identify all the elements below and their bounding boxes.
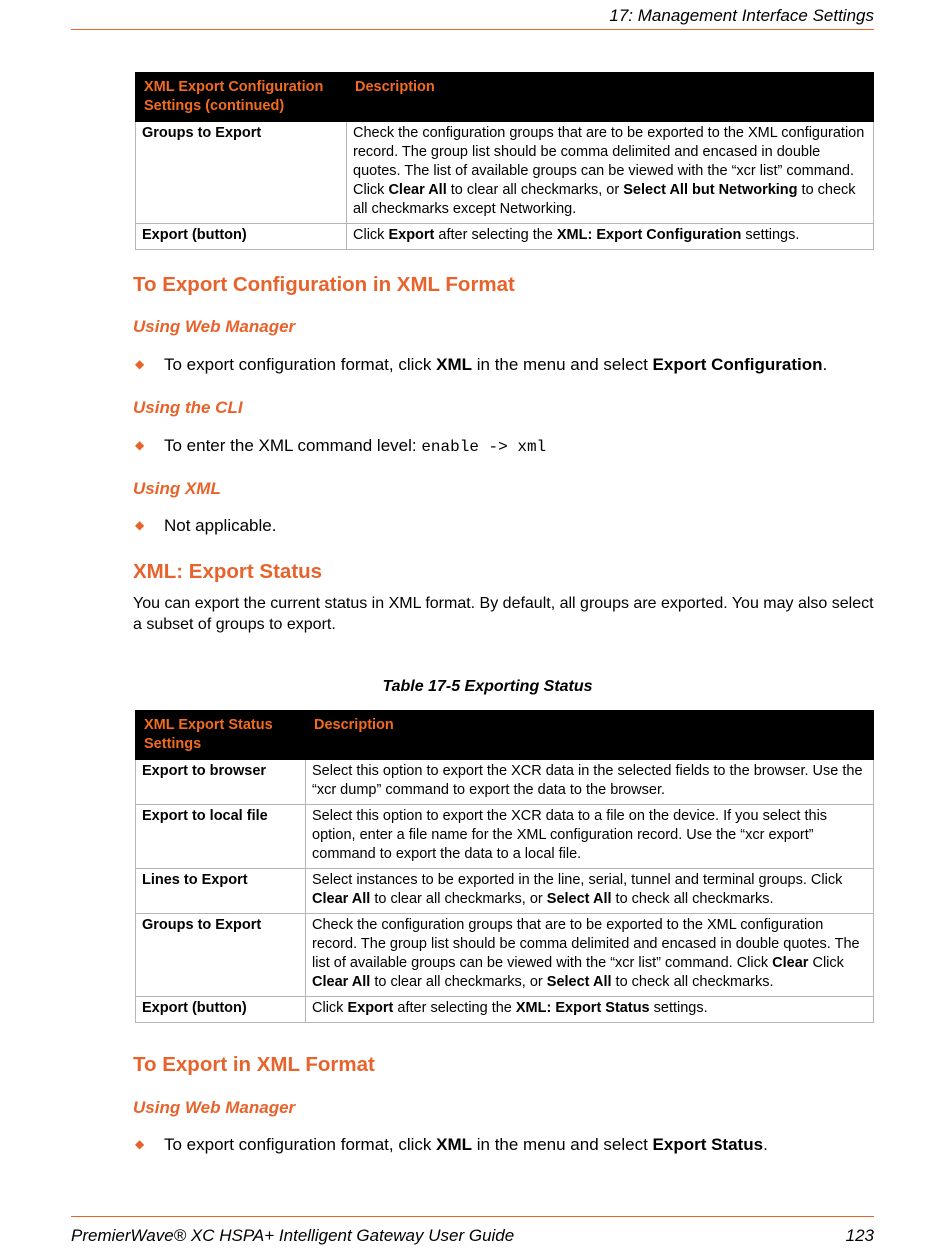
column-header: Description [347, 73, 874, 122]
column-header: Description [306, 711, 874, 760]
setting-name: Export to local file [136, 805, 306, 869]
table-row [136, 224, 874, 250]
table-row [136, 997, 874, 1023]
setting-name: Export to browser [136, 760, 306, 805]
setting-description: Click Export after selecting the XML: Export Configuration settings. [347, 224, 874, 250]
table-row [136, 869, 874, 914]
subsection-heading: Using Web Manager [133, 1098, 296, 1117]
setting-description: Check the configuration groups that are to be exported to the XML configuration record. The group list should be comma delimited and encased in double quotes. The list of available groups can be viewed with the “xcr list” command. Click Clear Click Clear All to clear all checkmarks, or Select All to check all checkmarks. [306, 914, 874, 997]
setting-name: Groups to Export [136, 122, 347, 224]
diamond-bullet-icon: ◆ [135, 518, 145, 532]
table-row [136, 122, 874, 224]
column-header: XML Export Configuration Settings (continued) [136, 73, 347, 122]
list-item: ◆ To export configuration format, click XML in the menu and select Export Configuration. [135, 355, 828, 374]
export-status-table [135, 710, 874, 1023]
table-header-row [136, 73, 874, 122]
diamond-bullet-icon: ◆ [135, 1137, 145, 1151]
page-number: 123 [845, 1226, 874, 1245]
footer-rule [71, 1216, 874, 1217]
export-configuration-table [135, 72, 874, 250]
table-row [136, 760, 874, 805]
diamond-bullet-icon: ◆ [135, 438, 145, 452]
body-paragraph: You can export the current status in XML format. By default, all groups are exported. You may also select a subset of groups to export. [133, 595, 874, 633]
setting-name: Groups to Export [136, 914, 306, 997]
column-header: XML Export Status Settings [136, 711, 306, 760]
setting-description: Click Export after selecting the XML: Export Status settings. [306, 997, 874, 1023]
setting-name: Export (button) [136, 224, 347, 250]
table-row [136, 914, 874, 997]
list-item: ◆ Not applicable. [135, 516, 277, 535]
cli-command: enable -> xml [421, 438, 547, 456]
setting-name: Export (button) [136, 997, 306, 1023]
footer-title: PremierWave® XC HSPA+ Intelligent Gateway User Guide [71, 1226, 515, 1245]
subsection-heading: Using XML [133, 479, 221, 498]
section-heading: To Export in XML Format [133, 1053, 375, 1076]
setting-description: Select instances to be exported in the line, serial, tunnel and terminal groups. Click Clear All to clear all checkmarks, or Select All to check all checkmarks. [306, 869, 874, 914]
setting-description: Check the configuration groups that are to be exported to the XML configuration record. The group list should be comma delimited and encased in double quotes. The list of available groups can be viewed with the “xcr list” command. Click Clear All to clear all checkmarks, or Select All but Networking to check all checkmarks except Networking. [347, 122, 874, 224]
header-rule [71, 29, 874, 30]
list-item: ◆ To enter the XML command level: enable -> xml [135, 436, 547, 456]
table-row [136, 805, 874, 869]
section-heading: To Export Configuration in XML Format [133, 273, 515, 296]
subsection-heading: Using Web Manager [133, 317, 296, 336]
setting-description: Select this option to export the XCR data to a file on the device. If you select this option, enter a file name for the XML configuration record. Use the “xcr export” command to export the data to a local file. [306, 805, 874, 869]
setting-description: Select this option to export the XCR data in the selected fields to the browser. Use the “xcr dump” command to export the data to the browser. [306, 760, 874, 805]
list-item: ◆ To export configuration format, click XML in the menu and select Export Status. [135, 1135, 768, 1154]
running-header: 17: Management Interface Settings [609, 6, 874, 25]
setting-name: Lines to Export [136, 869, 306, 914]
table-header-row [136, 711, 874, 760]
table-caption: Table 17-5 Exporting Status [382, 678, 593, 695]
section-heading: XML: Export Status [133, 560, 323, 583]
diamond-bullet-icon: ◆ [135, 357, 145, 371]
subsection-heading: Using the CLI [133, 398, 243, 417]
